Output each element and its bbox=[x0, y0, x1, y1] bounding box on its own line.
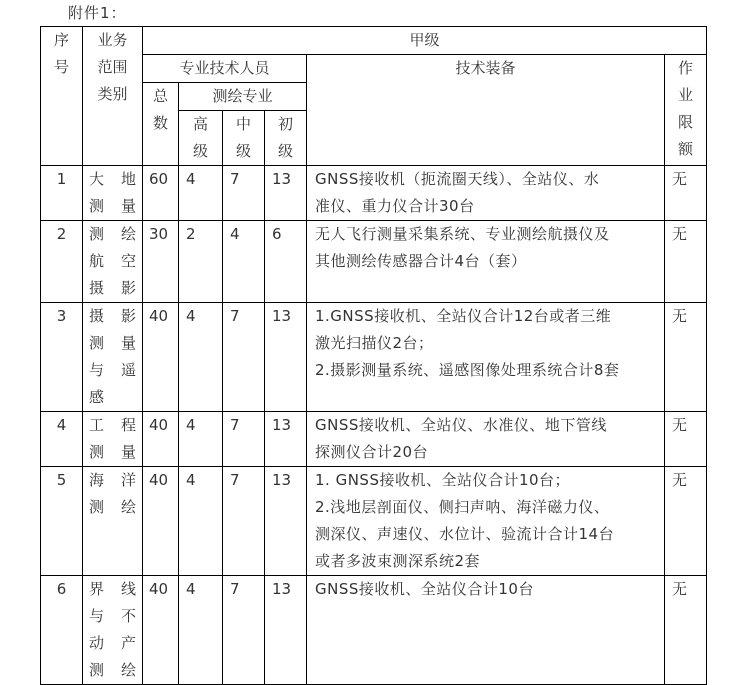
row-seq: 2 bbox=[41, 221, 83, 303]
row-seq: 5 bbox=[41, 467, 83, 576]
row-total: 30 bbox=[143, 221, 179, 303]
row-equipment: GNSS接收机、全站仪合计10台 bbox=[307, 576, 665, 685]
row-seq: 6 bbox=[41, 576, 83, 685]
row-middle: 7 bbox=[223, 467, 265, 576]
row-junior: 13 bbox=[265, 166, 307, 221]
row-quota: 无 bbox=[665, 412, 707, 467]
header-middle: 中 级 bbox=[223, 111, 265, 166]
row-junior: 13 bbox=[265, 467, 307, 576]
attachment-caption: 附件1： bbox=[68, 4, 127, 22]
row-quota: 无 bbox=[665, 303, 707, 412]
table-row bbox=[41, 576, 707, 685]
row-quota: 无 bbox=[665, 221, 707, 303]
row-category: 大 地 测量 bbox=[83, 166, 143, 221]
header-senior: 高 级 bbox=[179, 111, 223, 166]
row-category: 摄 影 测 量 与 遥 感 bbox=[83, 303, 143, 412]
row-total: 60 bbox=[143, 166, 179, 221]
header-mapping-major: 测绘专业 bbox=[179, 83, 307, 111]
row-senior: 4 bbox=[179, 467, 223, 576]
row-total: 40 bbox=[143, 412, 179, 467]
header-total: 总 数 bbox=[143, 83, 179, 166]
row-junior: 6 bbox=[265, 221, 307, 303]
table-row bbox=[41, 166, 707, 221]
row-junior: 13 bbox=[265, 412, 307, 467]
row-quota: 无 bbox=[665, 467, 707, 576]
row-seq: 3 bbox=[41, 303, 83, 412]
row-category: 海 洋 测绘 bbox=[83, 467, 143, 576]
row-total: 40 bbox=[143, 576, 179, 685]
row-middle: 7 bbox=[223, 166, 265, 221]
header-category: 业务 范围 类别 bbox=[83, 27, 143, 166]
row-equipment: 1.GNSS接收机、全站仪合计12台或者三维 激光扫描仪2台； 2.摄影测量系统、遥感图像处理系统合计8套 bbox=[307, 303, 665, 412]
qualification-table bbox=[40, 26, 707, 685]
header-seq: 序 号 bbox=[41, 27, 83, 166]
table-row bbox=[41, 412, 707, 467]
row-total: 40 bbox=[143, 467, 179, 576]
row-quota: 无 bbox=[665, 576, 707, 685]
row-seq: 4 bbox=[41, 412, 83, 467]
header-grade: 甲级 bbox=[143, 27, 707, 55]
row-junior: 13 bbox=[265, 576, 307, 685]
header-staff: 专业技术人员 bbox=[143, 55, 307, 83]
row-equipment: GNSS接收机、全站仪、水准仪、地下管线 探测仪合计20台 bbox=[307, 412, 665, 467]
row-total: 40 bbox=[143, 303, 179, 412]
header-quota: 作 业 限 额 bbox=[665, 55, 707, 166]
row-equipment: 无人飞行测量采集系统、专业测绘航摄仪及 其他测绘传感器合计4台（套） bbox=[307, 221, 665, 303]
row-quota: 无 bbox=[665, 166, 707, 221]
row-category: 界 线 与 不 动 产 测绘 bbox=[83, 576, 143, 685]
row-category: 测 绘 航 空 摄影 bbox=[83, 221, 143, 303]
row-middle: 7 bbox=[223, 576, 265, 685]
table-row bbox=[41, 467, 707, 576]
table-row bbox=[41, 221, 707, 303]
header-junior: 初 级 bbox=[265, 111, 307, 166]
row-senior: 4 bbox=[179, 303, 223, 412]
row-seq: 1 bbox=[41, 166, 83, 221]
row-middle: 7 bbox=[223, 412, 265, 467]
row-category: 工 程 测量 bbox=[83, 412, 143, 467]
row-senior: 4 bbox=[179, 412, 223, 467]
row-middle: 4 bbox=[223, 221, 265, 303]
row-equipment: 1. GNSS接收机、全站仪合计10台； 2.浅地层剖面仪、侧扫声呐、海洋磁力仪、 测深仪、声速仪、水位计、验流计合计14台 或者多波束测深系统2套 bbox=[307, 467, 665, 576]
row-junior: 13 bbox=[265, 303, 307, 412]
row-senior: 4 bbox=[179, 166, 223, 221]
header-equipment: 技术装备 bbox=[307, 55, 665, 166]
row-senior: 4 bbox=[179, 576, 223, 685]
row-equipment: GNSS接收机（扼流圈天线）、全站仪、水 准仪、重力仪合计30台 bbox=[307, 166, 665, 221]
row-senior: 2 bbox=[179, 221, 223, 303]
row-middle: 7 bbox=[223, 303, 265, 412]
table-row bbox=[41, 303, 707, 412]
